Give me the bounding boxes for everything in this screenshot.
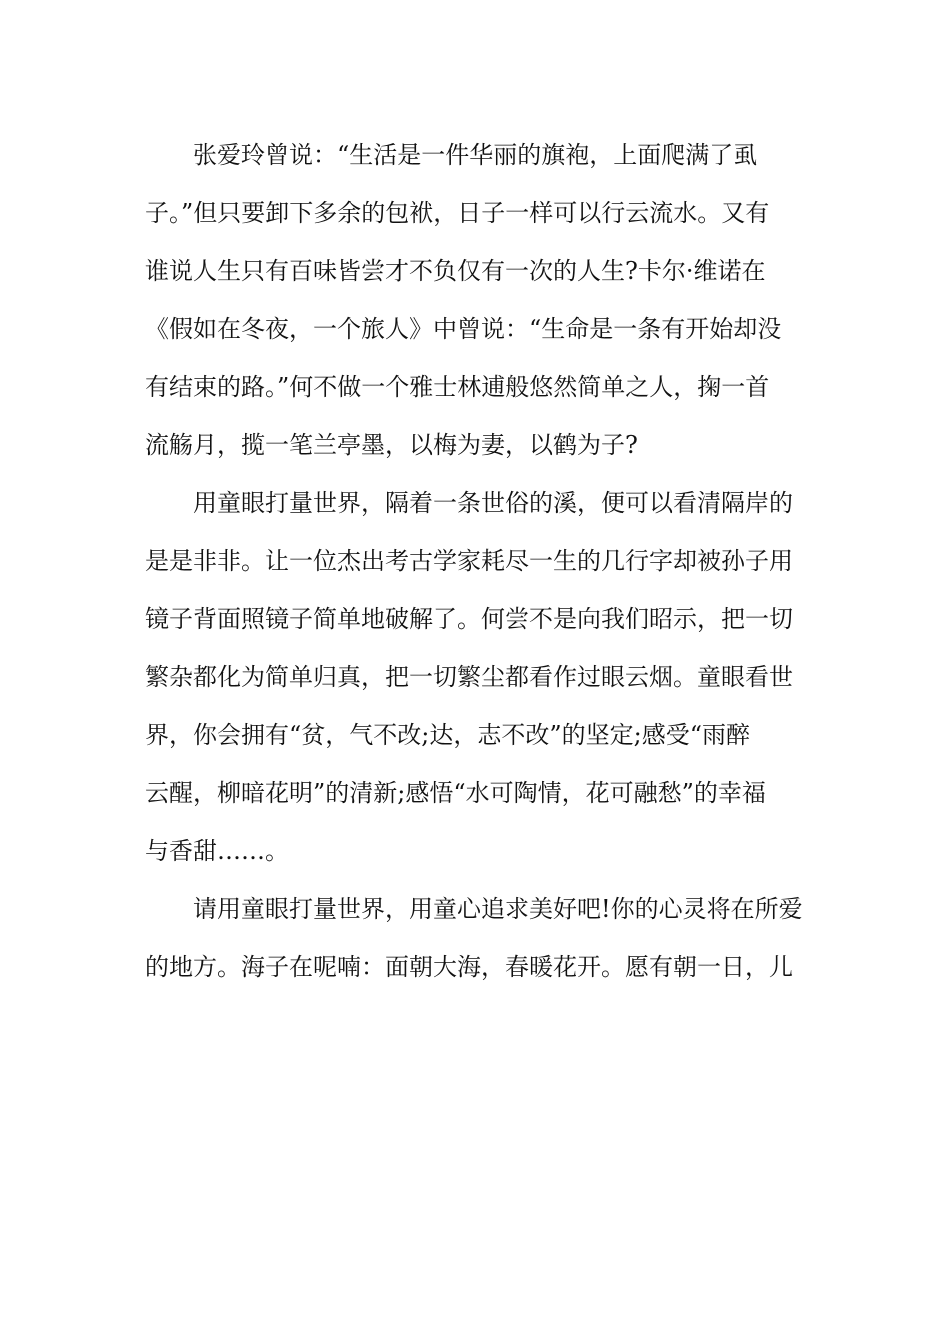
text-line: 是是非非。让一位杰出考古学家耗尽一生的几行字却被孙子用: [145, 547, 793, 575]
text-line: 镜子背面照镜子简单地破解了。何尝不是向我们昭示，把一切: [145, 605, 793, 633]
text-line: 流觞月，揽一笔兰亭墨，以梅为妻，以鹤为子?: [145, 431, 638, 459]
text-line: 繁杂都化为简单归真，把一切繁尘都看作过眼云烟。童眼看世: [145, 663, 793, 691]
text-line: 有结束的路。”何不做一个雅士林逋般悠然简单之人，掬一首: [145, 373, 770, 401]
text-line: 《假如在冬夜，一个旅人》中曾说：“生命是一条有开始却没: [145, 315, 782, 343]
document-body: [145, 126, 809, 996]
text-line: 云醒，柳暗花明”的清新;感悟“水可陶情，花可融愁”的幸福: [145, 779, 766, 807]
paragraph-1: [145, 126, 809, 474]
text-line: 用童眼打量世界，隔着一条世俗的溪，便可以看清隔岸的: [193, 489, 793, 517]
text-line: 子。”但只要卸下多余的包袱，日子一样可以行云流水。又有: [145, 199, 770, 227]
paragraph-2: [145, 474, 809, 880]
paragraph-3: [145, 880, 809, 996]
text-line: 谁说人生只有百味皆尝才不负仅有一次的人生?卡尔·维诺在: [145, 257, 766, 285]
text-line: 请用童眼打量世界，用童心追求美好吧!你的心灵将在所爱: [193, 895, 803, 923]
text-line: 的地方。海子在呢喃：面朝大海，春暖花开。愿有朝一日，儿: [145, 953, 793, 981]
text-line: 张爱玲曾说：“生活是一件华丽的旗袍，上面爬满了虱: [193, 141, 758, 169]
text-line: 界，你会拥有“贫，气不改;达，志不改”的坚定;感受“雨醉: [145, 721, 750, 749]
text-line: 与香甜……。: [145, 837, 289, 865]
